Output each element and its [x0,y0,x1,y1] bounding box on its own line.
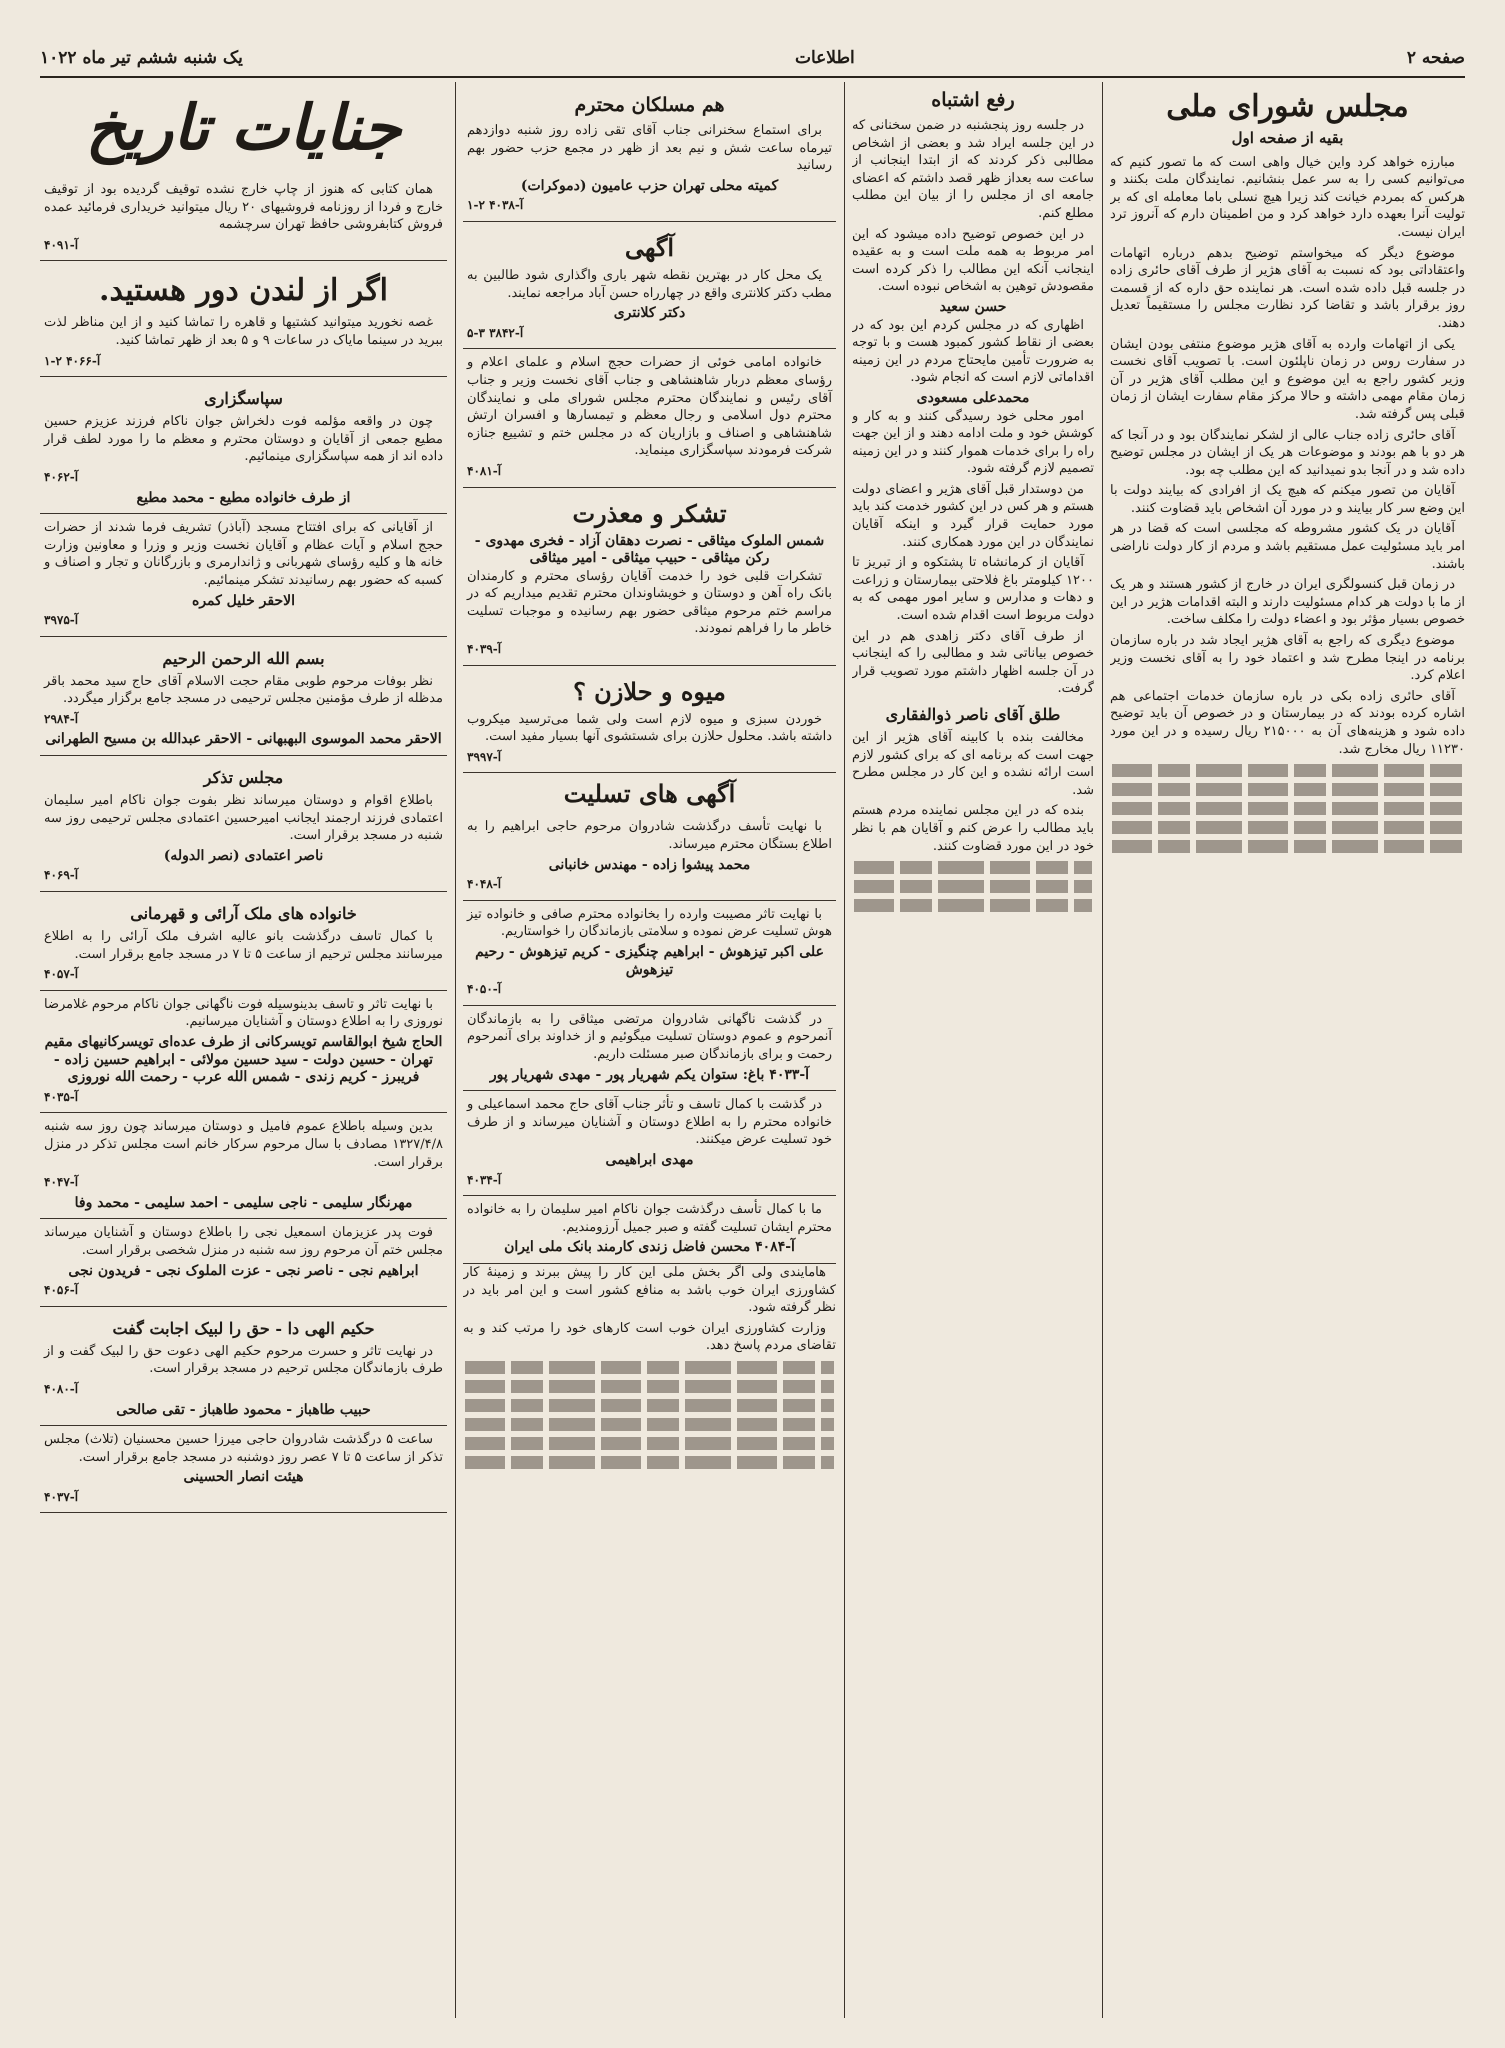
column-classifieds [40,82,447,2018]
text-lines [1112,840,1463,853]
column-correction [852,82,1094,2018]
condolence-body: با نهایت تاثر مصیبت وارده را بخانواده محترم صافی و خانواده تیز هوش تسلیت عرض نموده و سلامتی بازماندگان را خواستاریم. [467,906,832,940]
majlis-paragraph: در زمان قبل کنسولگری ایران در خارج از کشور هستند و هر یک از ما با دولت هر کدام مسئولیت دارند و البته اقدامات هژیر در این خصوص بسیار مؤثر بود و اعضاء دولت را مکلف ساخت. [1110,577,1465,628]
gratitude-ref: آ-۴۰۶۲ [44,469,79,484]
memorial-ref: آ-۲۹۸۴ [44,711,79,726]
fruit-ad-ref: آ-۳۹۹۷ [467,749,502,764]
statement-paragraph: اظهاری که در مجلس کردم این بود که در بعضی از نقاط کشور کمبود هست و با توجه به ضرورت تأمین مایحتاج مردم در این زمینه اقداماتی لازم است که انجام شود. [852,317,1094,386]
mithaghi-thanks-body: تشکرات قلبی خود را خدمت آقایان رؤسای محترم و کارمندان بانک راه آهن و دوستان و خویشاوندان محترم تقدیم میداریم که در مراسم ختم مرحوم میثاقی حضور بهم رسانیده و موجبات تسلیت خاطر ما را فراهم نمودند. [467,568,832,637]
khoei-thanks [463,349,836,487]
mosque-thanks-body: از آقایانی که برای افتتاح مسجد (آباذر) تشریف فرما شدند از حضرات حجج اسلام و آیات عظام و آقایان نخست وزیر و وزرا و معاونین وزارت خانه ها و کلیه رؤسای شهربانی و ژاندارمری و بازرگانان و تجار و اصناف و کسبه که حضور بهم رسانیدند تشکر مینمائیم. [44,520,443,588]
majlis-paragraph: آقایان من تصور میکنم که هیچ یک از افرادی که بیایند دولت با این وضع سر کار بیایند و در مورد آن اشخاص باید قضاوت کنند. [1110,483,1465,516]
tazakor-notice [40,756,447,892]
condolence-signature: آ-۴۰۸۴ محسن فاضل زندی کارمند بانک ملی ایران [504,1239,795,1256]
text-lines [465,1361,834,1374]
book-title: جنایات تاریخ [85,91,402,164]
text-lines [1112,821,1463,834]
malek-body: با کمال تاسف درگذشت بانو عالیه اشرف ملک آرائی را به اطلاع میرسانند مجلس ترحیم از ساعت ۵ تا ۷ در مسجد جامع برقرار است. [44,929,443,962]
columns [40,82,1465,2018]
condolence-ref: آ-۴۰۴۸ [467,877,502,892]
speech-paragraph: من دوستدار قبل آقای هژیر و اعضای دولت هستم و هر کس در این کشور خدمت کند باید مورد حمایت قرار گیرد و اینکه آقایان نمایندگان در این مورد همکاری کنند. [852,481,1094,550]
office-ad [463,222,836,349]
salehi-body: در نهایت تاثر و حسرت مرحوم حکیم الهی دعوت حق را لبیک گفت و از طرف بازماندگان مجلس ترحیم در مسجد برقرار است. [44,1343,443,1377]
memorial-body: نظر بوفات مرحوم طوبی مقام حجت الاسلام آقای حاج سید محمد باقر مدظله از طرف مؤمنین مجلس ترحیمی در مسجد جامع برگزار میگردد. [44,673,443,707]
gratitude-body: چون در واقعه مؤلمه فوت دلخراش جوان ناکام فرزند عزیزم حسین مطیع جمعی از آقایان و دوستان محترم و معظم ما را مورد لطف قرار داده اند از همه سپاسگزاری مینمائیم. [44,414,443,465]
majlis-paragraph: آقای حائری زاده بکی در باره سازمان خدمات اجتماعی هم اشاره کرده بودند که در بیمارستان و در خصوص آن باید توضیح داده شود و هزینه‌های آن به ۲۱۵۰۰۰ ریال رسیده و در این مورد ۱۱۲۳۰ ریال مخارج شد. [1110,688,1465,757]
zolfaghari-heading: طلق آقای ناصر ذوالفقاری [885,705,1061,724]
mithaghi-names: شمس الملوک میثاقی - نصرت دهقان آزاد - فخری مهدوی - رکن میثاقی - حبیب میثاقی - امیر میثاقی [474,532,825,567]
book-ad [40,176,447,261]
gratitude-title: سپاسگزاری [204,389,283,409]
khoei-thanks-body: خانواده امامی خوئی از حضرات حجج اسلام و علمای اعلام و رؤسای معظم دربار شاهنشاهی و جناب آقای نخست وزیر و جناب آقای رئیس و نمایندگان محترم مجلس شورای ملی و نمایندگان محترم دول اسلامی و رجال معظم و تیمسارها و افسران ارتش شاهنشاهی و اصناف و بازاریان که در مجلس ختم و تشییع جنازه شرکت فرمودند سپاسگزاری مینماید. [467,355,832,459]
column-majlis [1110,82,1465,2018]
condolence-body: ما با کمال تأسف درگذشت جوان ناکام امیر سلیمان را به خانواده محترم ایشان تسلیت گفته و صبر جمیل آرزومندیم. [467,1202,832,1235]
salimi-signature: مهرنگار سلیمی - ناجی سلیمی - احمد سلیمی - محمد وفا [74,1194,413,1211]
fruit-ad [463,666,836,774]
majlis-paragraph: موضوع دیگری که راجع به آقای هژیر ایجاد شد در باره سازمان برنامه در اینجا مطرح شد و اعتماد خود را به آقای نخست وزیر اعلام کرد. [1110,633,1465,684]
condolence-notice [463,901,836,1006]
issue-date: یک شنبه ششم تیر ماه ۱۰۲۲ [40,48,243,68]
majlis-paragraph: یکی از اتهامات وارده به آقای هژیر موضوع منتفی بودن ایشان در سفارت روس در زمان ناپلئون است. با تصویب آقای نخست وزیر کشور راجع به این موضوع و این مطلب آقای هژیر در آن زمان مقام مهمی داشته و حالا مرکز مقام سفارت ایشان از زمان قبلی پس گرفته شد. [1110,336,1465,422]
party-notice-signature: کمیته محلی تهران حزب عامیون (دموکرات) [520,177,779,194]
salehi-ref: آ-۴۰۸۰ [44,1381,79,1396]
salimi-body: بدین وسیله باطلاع عموم فامیل و دوستان میرساند چون روز سه شنبه ۱۳۲۷/۴/۸ مصادف با سال مرحوم سرکار خانم است مجلس تذکر در منزل برقرار است. [44,1119,443,1170]
office-ad-signature: دکتر کلانتری [613,305,686,322]
memorial-notice [40,637,447,756]
ansar-body: ساعت ۵ درگذشت شادروان حاجی میرزا حسین محسنیان (تلاث) مجلس تذکر از ساعت ۵ تا ۷ عصر روز دوشنبه در مسجد جامع برقرار است. [44,1432,443,1465]
mithaghi-thanks-title: تشکر و معذرت [572,498,727,528]
salehi-notice [40,1307,447,1426]
correction-signature: حسن سعید [939,298,1007,315]
party-notice-ref: آ-۴۰۳۸ ۲-۱ [467,198,524,213]
tazakor-body: باطلاع اقوام و دوستان میرساند نظر بفوت جوان ناکام امیر سلیمان اعتمادی فرزند ارجمند ایجانب امیرحسین اعتمادی مجلس ترحیمی روز سه شنبه در مسجد برقرار است. [44,793,443,844]
party-notice [463,82,836,222]
nowroozi-notice [40,991,447,1114]
text-lines [854,899,1092,912]
majlis-paragraph: آقای حائری زاده جناب عالی از لشکر نمایندگان بود و در آنجا که هر دو با هم بودند و موضوعات هر یک از ایشان در مجلس توضیح داده شد و در آنجا بدو نمیدانید که این مطلب چه بود. [1110,427,1465,478]
condolence-body: در گذشت ناگهانی شادروان مرتضی میثاقی را به بازماندگان آنمرحوم و عموم دوستان تسلیت میگوئیم و از خداوند برای آنمرحوم رحمت و برای بازماندگان صبر مسئلت داریم. [467,1011,832,1062]
text-lines [465,1418,834,1431]
majlis-paragraph: موضوع دیگر که میخواستم توضیح بدهم درباره اتهامات واعتقاداتی بود که نسبت به آقای هژیر از طرف آقای حائری زاده در جلسه قبل داده شده است. هر نماینده حق داره که از قسمت روز برقرار باشد و تقاضا کرد نظارت مجلس را مستقیماً تعدیل دهند. [1110,245,1465,331]
malek-notice [40,892,447,991]
top-rule [40,76,1465,78]
text-lines [465,1380,834,1393]
london-ad-ref: آ-۴۰۶۶ ۲-۱ [44,353,101,368]
text-lines [854,880,1092,893]
ansar-signature: هیئت انصار الحسینی [183,1469,304,1486]
condolence-signature: مهدی ابراهیمی [605,1151,694,1168]
condolence-signature: محمد پیشوا زاده - مهندس خانبانی [548,856,751,873]
ansar-notice [40,1426,447,1513]
condolence-notice [463,1091,836,1196]
book-ad-body: همان کتابی که هنوز از چاپ خارج نشده توقیف گردیده بود از توقیف خارج و فردا از روزنامه فروشیهای ۲۰ ریال میتوانید خریداری فرمائید عمده فروش کتابفروشی حافظ تهران سرچشمه [44,182,444,233]
salehi-title: حکیم الهی دا - حق را لبیک اجابت گفت [112,1318,375,1338]
text-lines [1112,783,1463,796]
majlis-title: مجلس شورای ملی [1166,89,1409,124]
party-notice-title: هم مسلکان محترم [574,94,725,116]
book-ad-ref: آ-۴۰۹۱ [44,237,79,252]
mosque-thanks-signature: الاحقر خلیل کمره [191,592,296,609]
nowroozi-body: با نهایت تاثر و تاسف بدینوسیله فوت ناگهانی جوان ناکام مرحوم غلامرضا نوروزی را به اطلاع دوستان و آشنایان میرسانیم. [44,996,443,1030]
speech-paragraph: بنده که در این مجلس نماینده مردم هستم باید مطالب را عرض کنم و آقایان هم با نظر خود در این مورد قضاوت کنند. [852,803,1094,854]
bismillah: بسم الله الرحمن الرحیم [162,648,325,668]
condolence-notice [463,1196,836,1264]
condolence-signature: علی اکبر تیزهوش - ابراهیم چنگیزی - کریم تیزهوش - رحیم تیزهوش [475,944,824,978]
office-ad-ref: آ-۳۸۴۲ ۳-۵ [467,325,524,340]
salehi-signature: حبیب طاهباز - محمود طاهباز - تقی صالحی [116,1401,371,1418]
text-lines [465,1456,834,1469]
speech-paragraph: از طرف آقای دکتر زاهدی هم در این خصوص بیاناتی شد و مطالبی را که اینجانب در آن جلسه اظهار داشتم مورد تصویب قرار گرفت. [852,628,1094,697]
najji-signature: ابراهیم نجی - ناصر نجی - عزت الملوک نجی - فریدون نجی [68,1262,419,1279]
gratitude-signature: از طرف خانواده مطیع - محمد مطیع [136,489,351,506]
text-lines [465,1399,834,1412]
page-number: صفحه ۲ [1406,48,1465,68]
tazakor-title: مجلس تذکر [203,768,284,788]
majlis-subtitle: بقیه از صفحه اول [1231,129,1344,147]
london-ad [40,261,447,377]
column-divider [844,82,845,2018]
fruit-ad-body: خوردن سبزی و میوه لازم است ولی شما می‌ترسید میکروب داشته باشد. محلول حلازن برای شستشوی آنها بسیار مفید است. [467,711,832,745]
speech-paragraph: مخالفت بنده با کابینه آقای هژیر از این جهت است که برنامه ای که برای کشور لازم است ارائه نشده و این کار در مجلس مطرح شد. [852,730,1094,798]
office-ad-body: یک محل کار در بهترین نقطه شهر باری واگذاری شود طالبین به مطب دکتر کلانتری واقع در چهارراه حسن آباد مراجعه نمایند. [467,267,832,301]
condolence-ref: آ-۴۰۳۴ [467,1172,502,1187]
nowroozi-signature: الحاج شیخ ابوالقاسم تویسرکانی از طرف عده‌ای تویسرکانیهای مقیم تهران - حسین دولت - سید حسین مولائی - ابراهیم حسین زاده - فریبرز - کریم زندی - شمس الله عرب - رحمت الله نوروزی [44,1034,443,1086]
khoei-thanks-ref: آ-۴۰۸۱ [467,463,502,478]
majlis-paragraph: مبارزه خواهد کرد واین خیال واهی است که ما تصور کنیم که می‌توانیم کسی را به ‌سر عمل بنشانیم. نمایندگان ملت بکنند و هرکس که بمردم خیانت کند زیرا هیچ‌ نسلی باما معامله ای که بر تولیت آنرا بعهده دارد خواهد کرد و من اطمینان دارم که آنروز ترد ایران نیست. [1110,154,1465,240]
agri-article-paragraph: هامایندی ولی اگر بخش ملی این کار را پیش ببرند و زمینهٔ کار کشاورزی ایران خوب باشد به منافع کشور است و این امر باید در نظر گرفته شود. [463,1264,836,1316]
speech-paragraph: آقایان از کرمانشاه تا پشتکوه و از تبریز تا ۱۲۰۰ کیلومتر باغ فلاحتی بیمارستان و زراعت و دهات و مدارس و سایر امور مهمی که به دولت مربوط است اقدام شده است. [852,555,1094,624]
paper-name: اطلاعات [794,48,855,68]
salimi-notice [40,1113,447,1219]
tazakor-ref: آ-۴۰۶۹ [44,868,79,883]
text-lines [1112,802,1463,815]
condolence-notice [463,813,836,900]
speech-paragraph: امور محلی خود رسیدگی کنند و به کار و کوشش خود و ملت ادامه دهند و از این جهت راه را برای خدمات هموار کنند و در این زمینه تصمیم لازم گرفته شود. [852,408,1094,477]
correction-title: رفع اشتباه [931,89,1015,111]
gratitude-notice [40,377,447,514]
text-lines [465,1437,834,1450]
malek-title: خانواده های ملک آرائی و قهرمانی [130,904,357,924]
ansar-ref: آ-۴۰۳۷ [44,1489,79,1504]
mosque-thanks-ref: آ-۳۹۷۵ [44,613,79,628]
najji-ref: آ-۴۰۵۶ [44,1283,79,1298]
mithaghi-thanks-ref: آ-۴۰۳۹ [467,642,502,657]
condolence-signature: آ-۴۰۳۳ باغ: ستوان یکم شهریار پور - مهدی شهریار پور [489,1066,810,1083]
mithaghi-thanks [463,488,836,666]
party-notice-body: برای استماع سخنرانی جناب آقای تقی زاده روز شنبه دوازدهم تیرماه ساعت شش و نیم بعد از ظهر در مجمع حزب حضور بهم رسانید [467,123,832,174]
column-divider [1102,82,1103,2018]
statement-signature: محمدعلی مسعودی [916,389,1030,406]
condolence-title: آگهی های تسلیت [563,779,736,809]
office-ad-title: آگهی [624,232,675,262]
majlis-paragraph: آقایان در یک کشور مشروطه که مجلسی است که قضا در هر امر باید مسئولیت عمل مستقیم باشد و مردم از کار دولت ناراضی باشند. [1110,521,1465,572]
masthead [40,45,1465,71]
malek-ref: آ-۴۰۵۷ [44,967,79,982]
tazakor-signature: ناصر اعتمادی (نصر الدوله) [163,847,324,864]
text-lines [854,861,1092,874]
london-ad-body: غصه نخورید میتوانید کشتیها و قاهره را تماشا کنید و از این مناظر لذت ببرید در سینما مایاک در ساعات ۹ و ۵ بعد از ظهر تماشا کنید. [44,315,443,348]
text-lines [1112,764,1463,777]
london-ad-title: اگر از لندن دور هستید. [99,273,388,309]
najji-notice [40,1219,447,1306]
column-divider [455,82,456,2018]
agri-article-paragraph: وزارت کشاورزی ایران خوب است کارهای خود را مرتب کند و به تقاضای مردم پاسخ دهد. [463,1320,836,1354]
correction-paragraph: در جلسه روز پنجشنبه در ضمن سخنانی که در این جلسه ایراد شد و بعضی از اشخاص مطالبی ذکر کردند که از ابتدا اینجانب از ساعت سه بعداز ظهر قصد داشتم که اعضای جامعه ای از مجلس را از بیان این مطلب مطلع کنم. [852,118,1094,221]
mosque-thanks [40,514,447,637]
memorial-signature: الاحقر محمد الموسوی البهبهانی - الاحقر عبدالله بن مسیح الطهرانی [45,731,442,748]
condolence-notice [463,1006,836,1091]
condolence-body: در گذشت با کمال تاسف و تأثر جناب آقای حاج محمد اسماعیلی و خانواده محترم را به اطلاع دوستان و آشنایان میرساند و از طرف خود تسلیت عرض میکنند. [467,1097,832,1148]
column-notices [463,82,836,2018]
najji-body: فوت پدر عزیزمان اسمعیل نجی را باطلاع دوستان و آشنایان میرساند مجلس ختم آن مرحوم روز سه شنبه در منزل شخصی برقرار است. [44,1225,443,1258]
fruit-ad-title: میوه و حلازن ؟ [573,676,726,706]
salimi-ref: آ-۴۰۴۷ [44,1175,79,1190]
condolence-body: با نهایت تأسف درگذشت شادروان مرحوم حاجی ابراهیم را به اطلاع بستگان محترم میرساند. [467,819,832,853]
condolence-ref: آ-۴۰۵۰ [467,982,502,997]
correction-paragraph: در این خصوص توضیح داده میشود که این امر مربوط به همه ملت است و به عقیده اینجانب آنکه این مطالب را ذکر کرده است مقصودش توهین به اشخاص نبوده است. [852,226,1094,295]
nowroozi-ref: آ-۴۰۳۵ [44,1089,79,1104]
